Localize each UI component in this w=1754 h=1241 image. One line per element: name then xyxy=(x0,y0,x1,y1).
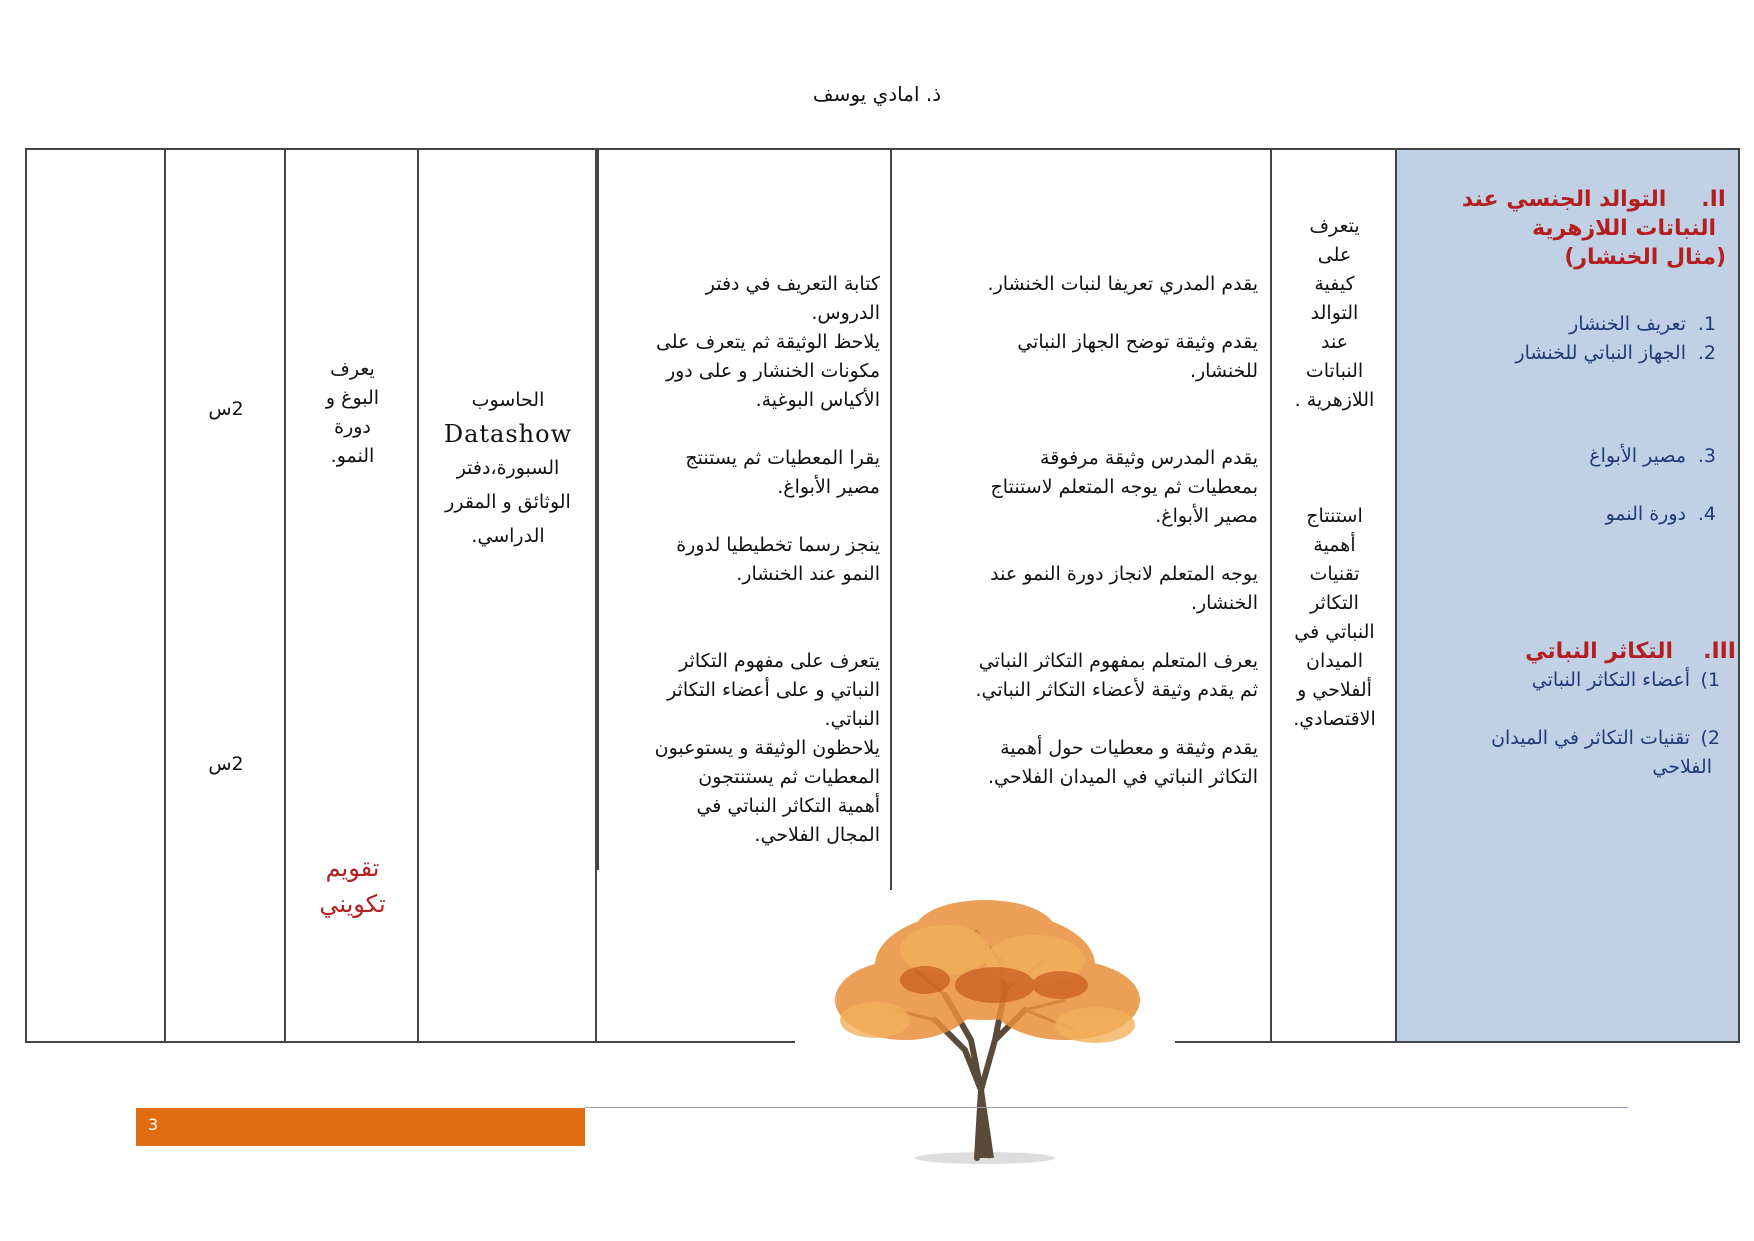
section-2-items-a xyxy=(1416,310,1716,368)
section-2-heading xyxy=(1411,185,1726,272)
section-2-items-b xyxy=(1416,442,1716,529)
section-3-title: التكاثر النباتي xyxy=(1525,639,1674,664)
evaluation-column xyxy=(285,149,418,1042)
section-2-title-line-1: التوالد الجنسي عند xyxy=(1461,187,1667,212)
footer-line xyxy=(585,1107,1628,1108)
list-item: 2.الجهاز النباتي للخنشار xyxy=(1515,342,1716,364)
formative-assessment: تقويم تكويني xyxy=(319,854,386,918)
objectives-column xyxy=(1271,149,1396,1042)
content-column xyxy=(1396,149,1739,1042)
duration-1: 2س xyxy=(208,398,244,420)
empty-column xyxy=(26,149,165,1042)
section-3-numeral: III. xyxy=(1703,639,1736,664)
list-item: 2)تقنيات التكاثر في الميدان xyxy=(1491,727,1720,749)
objective-2: استنتاج أهمية تقنيات التكاثر النباتي في الميدان ألفلاحي و الاقتصادي. xyxy=(1293,505,1376,730)
column-divider xyxy=(597,150,599,870)
list-item: 4.دورة النمو xyxy=(1605,503,1716,525)
teacher-activities: يقدم المدري تعريفا لنبات الخنشار. يقدم وثيقة توضح الجهاز النباتي للخنشار. يقدم المدرس وثيقة مرفوقة بمعطيات ثم يوجه المتعلم لاستنتاج مصير الأبواغ. يوجه المتعلم لانجاز دورة النمو عند الخنشار. يعرف المتعلم بمفهوم التكاثر النباتي ثم يقدم وثيقة لأعضاء التكاثر النباتي. يقدم وثيقة و معطيات حول أهمية التكاثر النباتي في الميدان الفلاحي. xyxy=(975,273,1258,788)
tree-illustration xyxy=(795,890,1175,1190)
list-item: 1.تعريف الخنشار xyxy=(1569,313,1716,335)
section-2-title-line-2: النباتات اللازهرية xyxy=(1531,216,1716,241)
page-number: 3 xyxy=(148,1115,159,1134)
section-2-numeral: II. xyxy=(1701,187,1726,212)
resources-column xyxy=(418,149,596,1042)
list-item: 3.مصير الأبواغ xyxy=(1589,445,1716,467)
list-item-continuation: الفلاحي xyxy=(1652,756,1712,778)
section-3-items xyxy=(1405,666,1720,782)
evaluation-criteria: يعرف البوغ و دورة النمو. xyxy=(325,358,380,467)
objective-1: يتعرف على كيفية التوالد عند النباتات اللازهرية . xyxy=(1294,215,1375,411)
duration-2: 2س xyxy=(208,753,244,775)
learner-activities: كتابة التعريف في دفتر الدروس. يلاحظ الوثيقة ثم يتعرف على مكونات الخنشار و على دور الأكياس البوغية. يقرا المعطيات ثم يستنتج مصير الأبواغ. ينجز رسما تخطيطيا لدورة النمو عند الخنشار. يتعرف على مفهوم التكاثر النباتي و على أعضاء التكاثر النباتي. يلاحظون الوثيقة و يستوعبون المعطيات ثم يستنتجون أهمية التكاثر النباتي في المجال الفلاحي. xyxy=(654,273,880,846)
list-item: 1)أعضاء التكاثر النباتي xyxy=(1531,669,1720,691)
footer-bar xyxy=(136,1108,585,1146)
author-name: ذ. امادي يوسف xyxy=(812,82,942,106)
section-2-title-line-3: (مثال الخنشار) xyxy=(1564,245,1726,270)
duration-column xyxy=(165,149,285,1042)
section-3-heading xyxy=(1416,637,1736,666)
resources: الحاسوب Datashow السبورة،دفتر الوثائق و المقرر الدراسي. xyxy=(443,389,573,547)
